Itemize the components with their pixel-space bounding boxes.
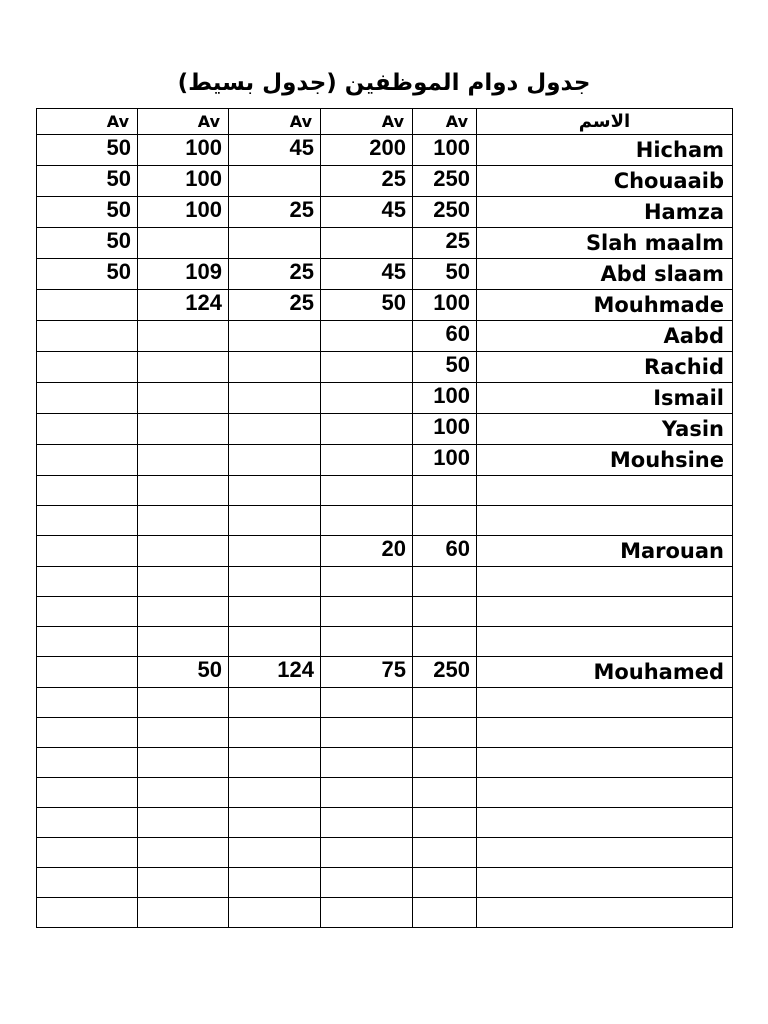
av-value-cell[interactable]: 25 (229, 290, 321, 321)
av-value-cell[interactable] (229, 778, 321, 808)
table-row (37, 627, 733, 657)
av-value-cell[interactable] (321, 567, 413, 597)
av-value-cell[interactable] (229, 808, 321, 838)
employee-name-cell[interactable]: Chouaaib (477, 166, 733, 197)
table-row (37, 414, 733, 445)
av-value-cell[interactable] (229, 228, 321, 259)
column-header-av: Av (37, 109, 138, 135)
table-row (37, 197, 733, 228)
av-value-cell[interactable] (37, 778, 138, 808)
employee-name-cell[interactable]: Aabd (477, 321, 733, 352)
employee-name-cell[interactable]: Yasin (477, 414, 733, 445)
column-header-av: Av (321, 109, 413, 135)
employee-name-cell[interactable]: Slah maalm (477, 228, 733, 259)
av-value-cell[interactable]: 50 (37, 228, 138, 259)
table-row (37, 135, 733, 166)
table-row (37, 476, 733, 506)
av-value-cell[interactable] (229, 506, 321, 536)
av-value-cell[interactable] (229, 627, 321, 657)
table-row (37, 445, 733, 476)
av-value-cell[interactable] (321, 352, 413, 383)
av-value-cell[interactable] (229, 414, 321, 445)
av-value-cell[interactable] (138, 778, 229, 808)
av-value-cell[interactable] (413, 778, 477, 808)
av-value-cell[interactable]: 45 (229, 135, 321, 166)
av-value-cell[interactable] (138, 476, 229, 506)
av-value-cell[interactable] (321, 321, 413, 352)
av-value-cell[interactable]: 250 (413, 197, 477, 228)
employee-name-cell[interactable] (477, 476, 733, 506)
av-value-cell[interactable] (37, 718, 138, 748)
av-value-cell[interactable] (321, 748, 413, 778)
av-value-cell[interactable] (37, 808, 138, 838)
av-value-cell[interactable] (229, 688, 321, 718)
employee-name-cell[interactable] (477, 506, 733, 536)
av-value-cell[interactable] (321, 778, 413, 808)
av-value-cell[interactable] (229, 567, 321, 597)
av-value-cell[interactable] (37, 688, 138, 718)
av-value-cell[interactable] (413, 868, 477, 898)
av-value-cell[interactable] (37, 838, 138, 868)
av-value-cell[interactable] (37, 868, 138, 898)
employee-name-cell[interactable] (477, 778, 733, 808)
page-title: جدول دوام الموظفين (جدول بسيط) (177, 70, 591, 96)
av-value-cell[interactable] (37, 506, 138, 536)
table-row (37, 718, 733, 748)
table-row (37, 657, 733, 688)
av-value-cell[interactable]: 45 (321, 197, 413, 228)
av-value-cell[interactable] (138, 352, 229, 383)
av-value-cell[interactable]: 100 (413, 290, 477, 321)
av-value-cell[interactable]: 109 (138, 259, 229, 290)
av-value-cell[interactable] (37, 414, 138, 445)
table-row (37, 166, 733, 197)
employee-name-cell[interactable] (477, 838, 733, 868)
table-row (37, 597, 733, 627)
av-value-cell[interactable]: 124 (138, 290, 229, 321)
av-value-cell[interactable] (138, 383, 229, 414)
av-value-cell[interactable]: 100 (413, 414, 477, 445)
table-row (37, 838, 733, 868)
employee-name-cell[interactable] (477, 808, 733, 838)
av-value-cell[interactable] (321, 228, 413, 259)
employee-name-cell[interactable]: Mouhsine (477, 445, 733, 476)
table-row (37, 506, 733, 536)
table-row (37, 321, 733, 352)
av-value-cell[interactable] (138, 567, 229, 597)
av-value-cell[interactable] (321, 898, 413, 928)
av-value-cell[interactable] (229, 166, 321, 197)
av-value-cell[interactable]: 100 (413, 383, 477, 414)
av-value-cell[interactable]: 60 (413, 321, 477, 352)
table-row (37, 898, 733, 928)
av-value-cell[interactable] (321, 718, 413, 748)
av-value-cell[interactable]: 200 (321, 135, 413, 166)
av-value-cell[interactable] (321, 476, 413, 506)
av-value-cell[interactable]: 25 (321, 166, 413, 197)
av-value-cell[interactable] (413, 627, 477, 657)
av-value-cell[interactable] (37, 476, 138, 506)
av-value-cell[interactable]: 20 (321, 536, 413, 567)
av-value-cell[interactable] (138, 838, 229, 868)
table-row (37, 536, 733, 567)
av-value-cell[interactable]: 100 (138, 135, 229, 166)
av-value-cell[interactable]: 250 (413, 657, 477, 688)
employee-name-cell[interactable]: Ismail (477, 383, 733, 414)
av-value-cell[interactable] (229, 838, 321, 868)
av-value-cell[interactable]: 250 (413, 166, 477, 197)
av-value-cell[interactable] (37, 627, 138, 657)
av-value-cell[interactable]: 50 (37, 166, 138, 197)
av-value-cell[interactable] (413, 898, 477, 928)
av-value-cell[interactable]: 100 (138, 197, 229, 228)
av-value-cell[interactable] (37, 657, 138, 688)
av-value-cell[interactable] (413, 808, 477, 838)
av-value-cell[interactable] (321, 414, 413, 445)
av-value-cell[interactable] (321, 688, 413, 718)
av-value-cell[interactable] (413, 838, 477, 868)
employee-name-cell[interactable] (477, 688, 733, 718)
av-value-cell[interactable] (229, 383, 321, 414)
av-value-cell[interactable]: 60 (413, 536, 477, 567)
av-value-cell[interactable] (37, 290, 138, 321)
av-value-cell[interactable]: 100 (413, 135, 477, 166)
av-value-cell[interactable] (413, 506, 477, 536)
av-value-cell[interactable] (138, 808, 229, 838)
av-value-cell[interactable] (321, 838, 413, 868)
employee-name-cell[interactable] (477, 898, 733, 928)
av-value-cell[interactable] (413, 476, 477, 506)
table-row (37, 778, 733, 808)
av-value-cell[interactable] (37, 352, 138, 383)
employee-name-cell[interactable]: Rachid (477, 352, 733, 383)
column-header-av: Av (229, 109, 321, 135)
av-value-cell[interactable] (321, 383, 413, 414)
av-value-cell[interactable]: 75 (321, 657, 413, 688)
av-value-cell[interactable]: 100 (138, 166, 229, 197)
column-header-av: Av (413, 109, 477, 135)
table-row (37, 748, 733, 778)
table-row (37, 567, 733, 597)
table-row (37, 259, 733, 290)
employee-name-cell[interactable] (477, 597, 733, 627)
av-value-cell[interactable]: 50 (37, 259, 138, 290)
column-header-name: الاسم (477, 109, 733, 135)
av-value-cell[interactable] (321, 597, 413, 627)
av-value-cell[interactable]: 50 (413, 259, 477, 290)
av-value-cell[interactable] (413, 567, 477, 597)
employee-name-cell[interactable]: Abd slaam (477, 259, 733, 290)
employee-name-cell[interactable] (477, 567, 733, 597)
av-value-cell[interactable] (138, 536, 229, 567)
employee-name-cell[interactable] (477, 868, 733, 898)
table-row (37, 228, 733, 259)
table-header-row (37, 109, 733, 135)
table-row (37, 383, 733, 414)
av-value-cell[interactable] (229, 868, 321, 898)
av-value-cell[interactable]: 50 (37, 197, 138, 228)
av-value-cell[interactable] (321, 868, 413, 898)
employee-name-cell[interactable] (477, 718, 733, 748)
av-value-cell[interactable]: 25 (229, 197, 321, 228)
av-value-cell[interactable]: 25 (413, 228, 477, 259)
av-value-cell[interactable] (138, 748, 229, 778)
av-value-cell[interactable] (321, 808, 413, 838)
av-value-cell[interactable] (413, 597, 477, 627)
table-body (37, 135, 733, 928)
table-row (37, 352, 733, 383)
av-value-cell[interactable] (321, 445, 413, 476)
av-value-cell[interactable] (413, 748, 477, 778)
av-value-cell[interactable] (229, 718, 321, 748)
av-value-cell[interactable] (229, 321, 321, 352)
av-value-cell[interactable]: 50 (138, 657, 229, 688)
av-value-cell[interactable] (37, 898, 138, 928)
table-row (37, 688, 733, 718)
av-value-cell[interactable] (138, 898, 229, 928)
av-value-cell[interactable]: 50 (413, 352, 477, 383)
av-value-cell[interactable]: 124 (229, 657, 321, 688)
av-value-cell[interactable]: 50 (321, 290, 413, 321)
av-value-cell[interactable] (138, 688, 229, 718)
av-value-cell[interactable] (138, 445, 229, 476)
av-value-cell[interactable] (229, 352, 321, 383)
av-value-cell[interactable] (37, 321, 138, 352)
av-value-cell[interactable] (37, 748, 138, 778)
av-value-cell[interactable] (413, 688, 477, 718)
employee-name-cell[interactable]: Hicham (477, 135, 733, 166)
av-value-cell[interactable]: 25 (229, 259, 321, 290)
employee-name-cell[interactable]: Mouhmade (477, 290, 733, 321)
av-value-cell[interactable] (138, 597, 229, 627)
av-value-cell[interactable] (37, 536, 138, 567)
employee-name-cell[interactable] (477, 627, 733, 657)
attendance-table (36, 108, 733, 928)
employee-name-cell[interactable] (477, 748, 733, 778)
av-value-cell[interactable] (37, 597, 138, 627)
av-value-cell[interactable] (229, 748, 321, 778)
av-value-cell[interactable] (138, 868, 229, 898)
av-value-cell[interactable]: 100 (413, 445, 477, 476)
av-value-cell[interactable] (229, 445, 321, 476)
table-row (37, 868, 733, 898)
employee-name-cell[interactable]: Marouan (477, 536, 733, 567)
av-value-cell[interactable] (321, 627, 413, 657)
av-value-cell[interactable] (138, 321, 229, 352)
av-value-cell[interactable] (229, 536, 321, 567)
av-value-cell[interactable] (413, 718, 477, 748)
column-header-av: Av (138, 109, 229, 135)
av-value-cell[interactable] (229, 898, 321, 928)
av-value-cell[interactable] (229, 476, 321, 506)
table-row (37, 808, 733, 838)
av-value-cell[interactable] (37, 567, 138, 597)
av-value-cell[interactable]: 50 (37, 135, 138, 166)
employee-name-cell[interactable]: Mouhamed (477, 657, 733, 688)
table-row (37, 290, 733, 321)
av-value-cell[interactable] (37, 445, 138, 476)
av-value-cell[interactable] (37, 383, 138, 414)
av-value-cell[interactable] (229, 597, 321, 627)
av-value-cell[interactable] (138, 627, 229, 657)
av-value-cell[interactable] (321, 506, 413, 536)
employee-name-cell[interactable]: Hamza (477, 197, 733, 228)
av-value-cell[interactable]: 45 (321, 259, 413, 290)
av-value-cell[interactable] (138, 414, 229, 445)
av-value-cell[interactable] (138, 228, 229, 259)
av-value-cell[interactable] (138, 718, 229, 748)
av-value-cell[interactable] (138, 506, 229, 536)
